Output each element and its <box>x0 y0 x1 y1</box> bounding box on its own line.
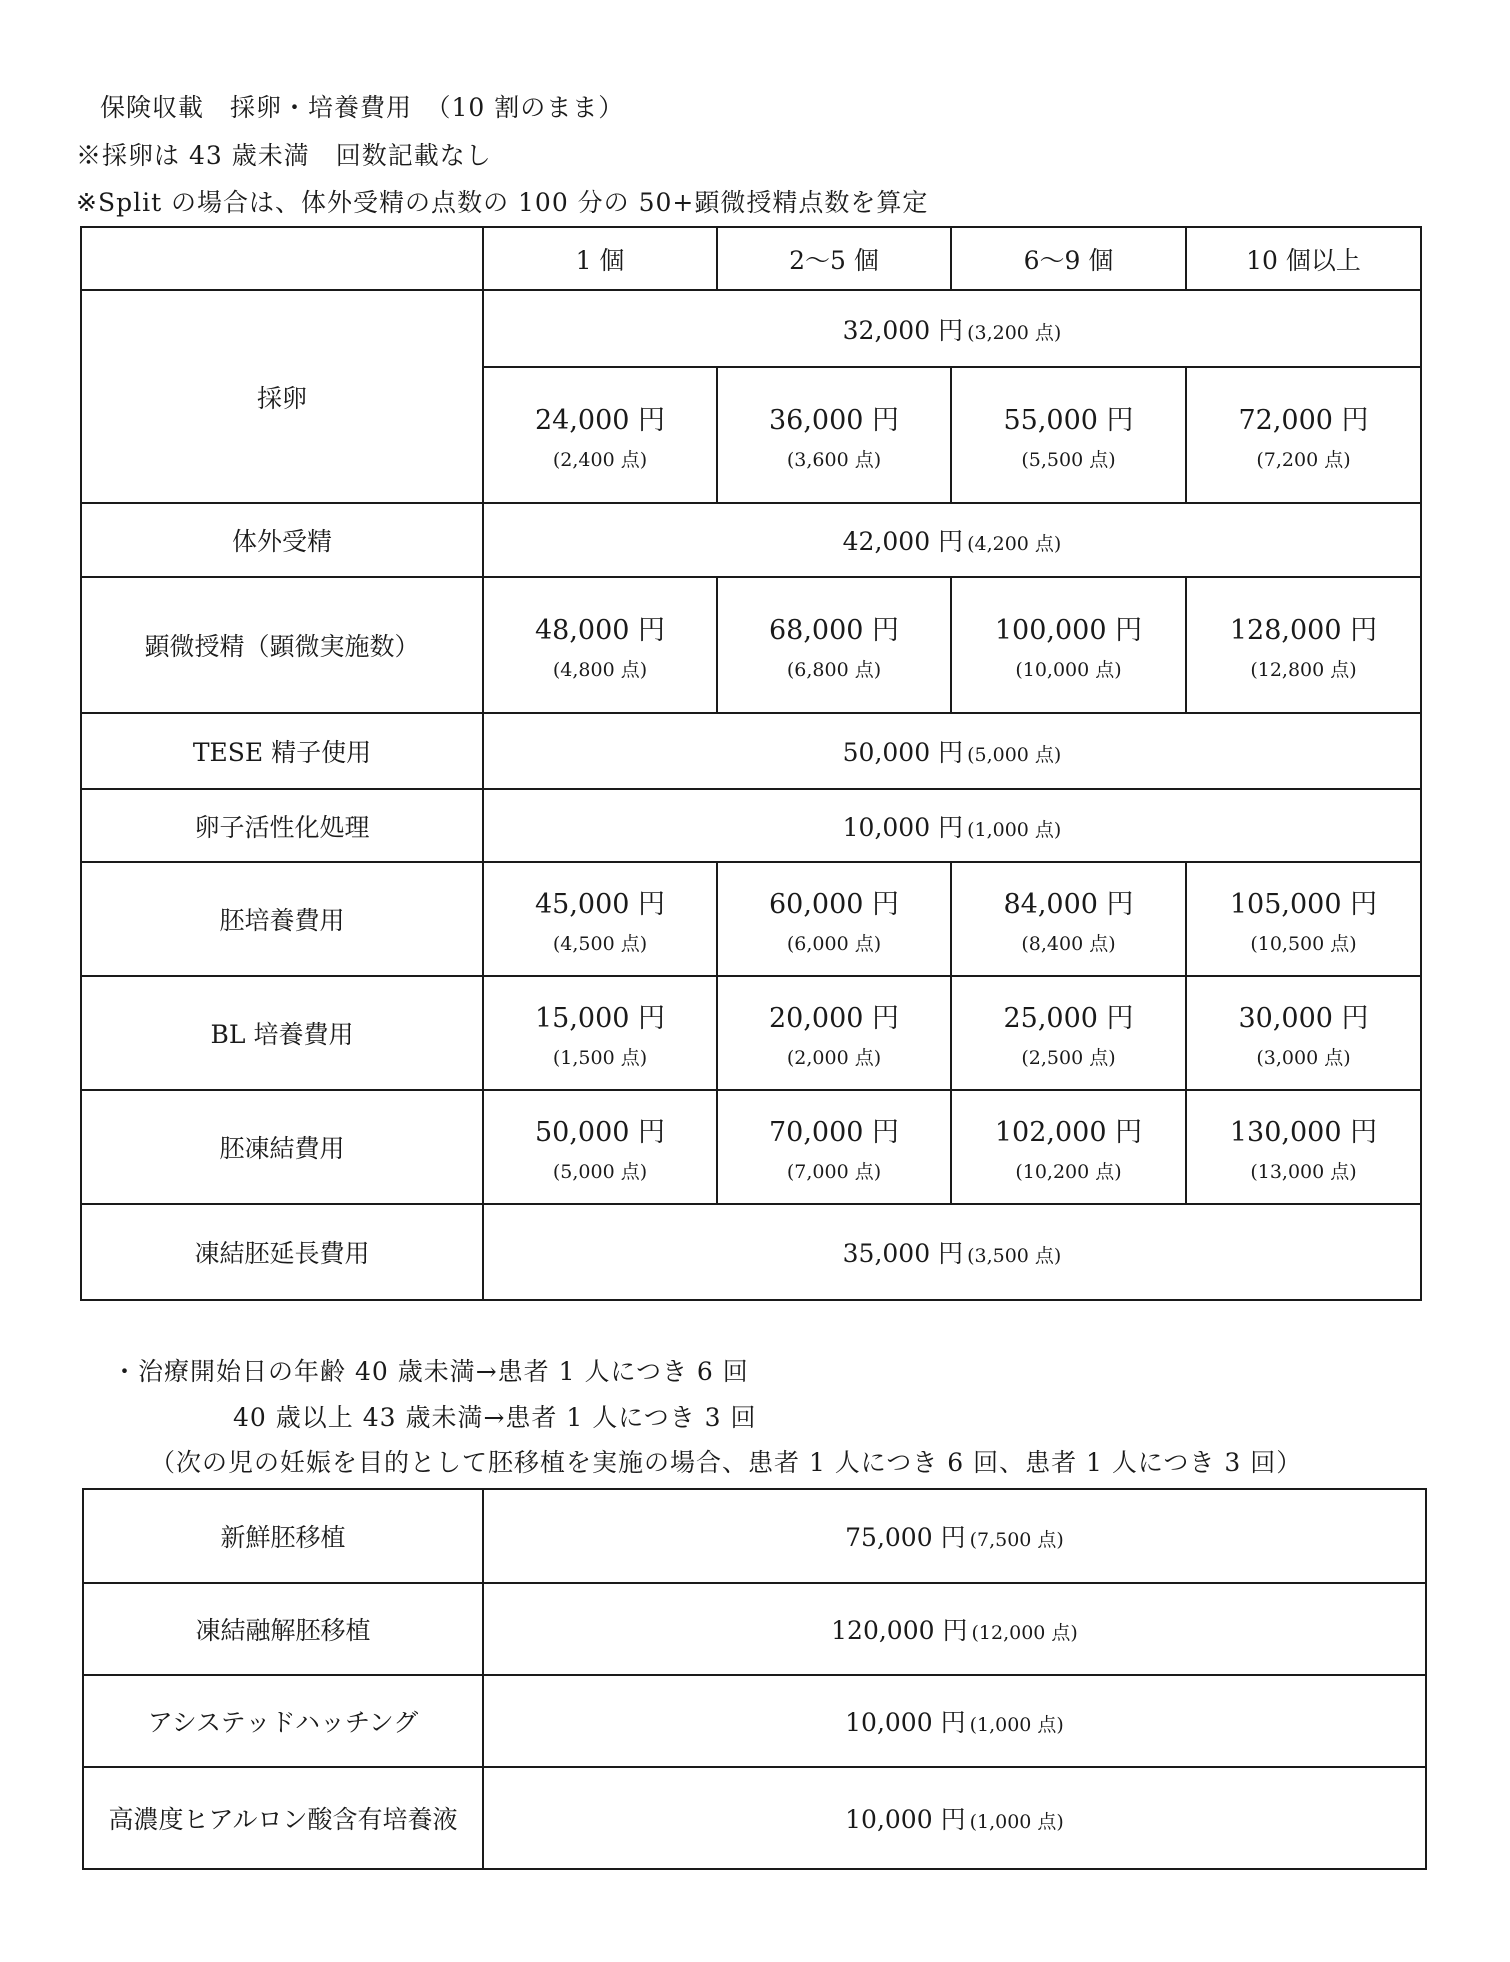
fee-cell <box>1186 1090 1421 1204</box>
fee-amount: 55,000 円 <box>1003 405 1134 436</box>
fee-amount: 50,000 円 <box>534 1117 666 1148</box>
fee-amount: 72,000 円 <box>1238 405 1369 436</box>
row-label-frozen-extension: 凍結胚延長費用 <box>81 1204 483 1300</box>
row-label-hyaluronan-medium: 高濃度ヒアルロン酸含有培養液 <box>83 1767 483 1869</box>
fee-cell <box>1186 976 1421 1090</box>
column-header: 10 個以上 <box>1186 227 1421 290</box>
fee-amount: 105,000 円 <box>1229 889 1378 920</box>
fee-amount: 35,000 円 <box>842 1239 964 1268</box>
fee-amount: 15,000 円 <box>534 1003 666 1034</box>
oocyte-activation-fee <box>483 789 1421 862</box>
fee-amount: 75,000 円 <box>845 1523 966 1552</box>
fee-points: (10,000 点) <box>1015 659 1122 681</box>
fee-amount: 36,000 円 <box>768 405 900 436</box>
row-label-assisted-hatching: アシステッドハッチング <box>83 1675 483 1767</box>
fee-cell <box>951 976 1186 1090</box>
row-label-icsi: 顕微授精（顕微実施数） <box>81 577 483 713</box>
fee-points: (4,500 点) <box>552 933 648 955</box>
fee-cell <box>951 367 1186 503</box>
fee-points: (4,200 点) <box>967 533 1062 555</box>
fee-points: (2,500 点) <box>1021 1047 1116 1069</box>
row-label-ivf: 体外受精 <box>81 503 483 577</box>
fee-points: (7,000 点) <box>786 1161 882 1183</box>
fee-points: (12,000 点) <box>971 1622 1078 1644</box>
fee-cell <box>717 976 951 1090</box>
fee-amount: 130,000 円 <box>1229 1117 1378 1148</box>
fresh-transfer-fee <box>483 1489 1426 1583</box>
fee-amount: 48,000 円 <box>534 615 666 646</box>
row-label-embryo-culture: 胚培養費用 <box>81 862 483 976</box>
column-header: 6～9 個 <box>951 227 1186 290</box>
fee-cell <box>483 862 717 976</box>
assisted-hatching-fee <box>483 1675 1426 1767</box>
header-empty-cell <box>81 227 483 290</box>
fee-points: (10,500 点) <box>1250 933 1357 955</box>
fee-cell <box>717 577 951 713</box>
row-label-fresh-transfer: 新鮮胚移植 <box>83 1489 483 1583</box>
fee-amount: 10,000 円 <box>845 1805 966 1834</box>
column-header: 1 個 <box>483 227 717 290</box>
fee-points: (6,000 点) <box>786 933 882 955</box>
fee-amount: 30,000 円 <box>1238 1003 1369 1034</box>
transfer-note-40-to-43: 40 歳以上 43 歳未満→患者 1 人につき 3 回 <box>233 1403 757 1432</box>
fee-amount: 50,000 円 <box>842 738 964 767</box>
fee-amount: 68,000 円 <box>768 615 900 646</box>
transfer-note-next-child: （次の児の妊娠を目的として胚移植を実施の場合、患者 1 人につき 6 回、患者 1 人につき 3 回） <box>150 1448 1303 1477</box>
fee-points: (4,800 点) <box>552 659 648 681</box>
ivf-fee <box>483 503 1421 577</box>
header-note-age-limit: ※採卵は 43 歳未満 回数記載なし <box>76 141 492 170</box>
tese-fee <box>483 713 1421 789</box>
fee-table <box>80 226 1422 1301</box>
fee-points: (1,000 点) <box>969 1714 1064 1736</box>
header-note-insurance: 保険収載 採卵・培養費用 （10 割のまま） <box>100 93 625 122</box>
fee-points: (7,200 点) <box>1256 449 1351 471</box>
fee-amount: 42,000 円 <box>842 527 964 556</box>
fee-points: (3,600 点) <box>786 449 882 471</box>
hyaluronan-medium-fee <box>483 1767 1426 1869</box>
row-label-egg-retrieval: 採卵 <box>81 290 483 503</box>
row-label-frozen-thawed-transfer: 凍結融解胚移植 <box>83 1583 483 1675</box>
fee-cell <box>483 577 717 713</box>
fee-points: (2,400 点) <box>552 449 648 471</box>
column-header: 2～5 個 <box>717 227 951 290</box>
fee-amount: 45,000 円 <box>534 889 666 920</box>
frozen-extension-fee <box>483 1204 1421 1300</box>
fee-points: (3,200 点) <box>967 321 1062 344</box>
fee-amount: 120,000 円 <box>831 1616 968 1645</box>
fee-cell <box>1186 367 1421 503</box>
fee-points: (1,500 点) <box>552 1047 648 1069</box>
fee-cell <box>717 367 951 503</box>
frozen-thawed-transfer-fee <box>483 1583 1426 1675</box>
fee-points: (5,000 点) <box>552 1161 648 1183</box>
fee-amount: 128,000 円 <box>1229 615 1378 646</box>
fee-cell <box>483 367 717 503</box>
row-label-embryo-freezing: 胚凍結費用 <box>81 1090 483 1204</box>
fee-amount: 60,000 円 <box>768 889 900 920</box>
fee-points: (7,500 点) <box>969 1529 1064 1551</box>
fee-points: (12,800 点) <box>1250 659 1357 681</box>
fee-amount: 32,000 円 <box>842 315 964 345</box>
fee-points: (5,500 点) <box>1021 449 1116 471</box>
fee-cell <box>951 577 1186 713</box>
fee-points: (2,000 点) <box>786 1047 882 1069</box>
row-label-oocyte-activation: 卵子活性化処理 <box>81 789 483 862</box>
fee-points: (1,000 点) <box>969 1811 1064 1833</box>
fee-cell <box>951 862 1186 976</box>
fee-cell <box>1186 577 1421 713</box>
fee-cell <box>717 862 951 976</box>
egg-retrieval-base-fee <box>483 290 1421 367</box>
transfer-note-under-40: ・治療開始日の年齢 40 歳未満→患者 1 人につき 6 回 <box>112 1357 749 1386</box>
fee-cell <box>951 1090 1186 1204</box>
row-label-tese: TESE 精子使用 <box>81 713 483 789</box>
fee-cell <box>483 1090 717 1204</box>
transfer-fee-table <box>82 1488 1427 1870</box>
fee-amount: 70,000 円 <box>768 1117 900 1148</box>
fee-points: (10,200 点) <box>1015 1161 1122 1183</box>
fee-points: (6,800 点) <box>786 659 882 681</box>
fee-amount: 100,000 円 <box>994 615 1143 646</box>
fee-amount: 20,000 円 <box>768 1003 900 1034</box>
fee-amount: 84,000 円 <box>1003 889 1134 920</box>
header-note-split: ※Split の場合は、体外受精の点数の 100 分の 50+顕微授精点数を算定 <box>76 188 929 217</box>
fee-amount: 24,000 円 <box>534 405 666 436</box>
fee-points: (8,400 点) <box>1021 933 1116 955</box>
fee-cell <box>483 976 717 1090</box>
fee-cell <box>717 1090 951 1204</box>
fee-amount: 10,000 円 <box>842 812 964 842</box>
fee-points: (5,000 点) <box>967 744 1062 766</box>
fee-amount: 102,000 円 <box>994 1117 1143 1148</box>
row-label-bl-culture: BL 培養費用 <box>81 976 483 1090</box>
fee-points: (3,000 点) <box>1256 1047 1351 1069</box>
fee-amount: 25,000 円 <box>1003 1003 1134 1034</box>
fee-amount: 10,000 円 <box>845 1708 966 1737</box>
fee-points: (1,000 点) <box>967 818 1062 841</box>
fee-points: (3,500 点) <box>967 1245 1062 1267</box>
fee-points: (13,000 点) <box>1250 1161 1357 1183</box>
fee-cell <box>1186 862 1421 976</box>
